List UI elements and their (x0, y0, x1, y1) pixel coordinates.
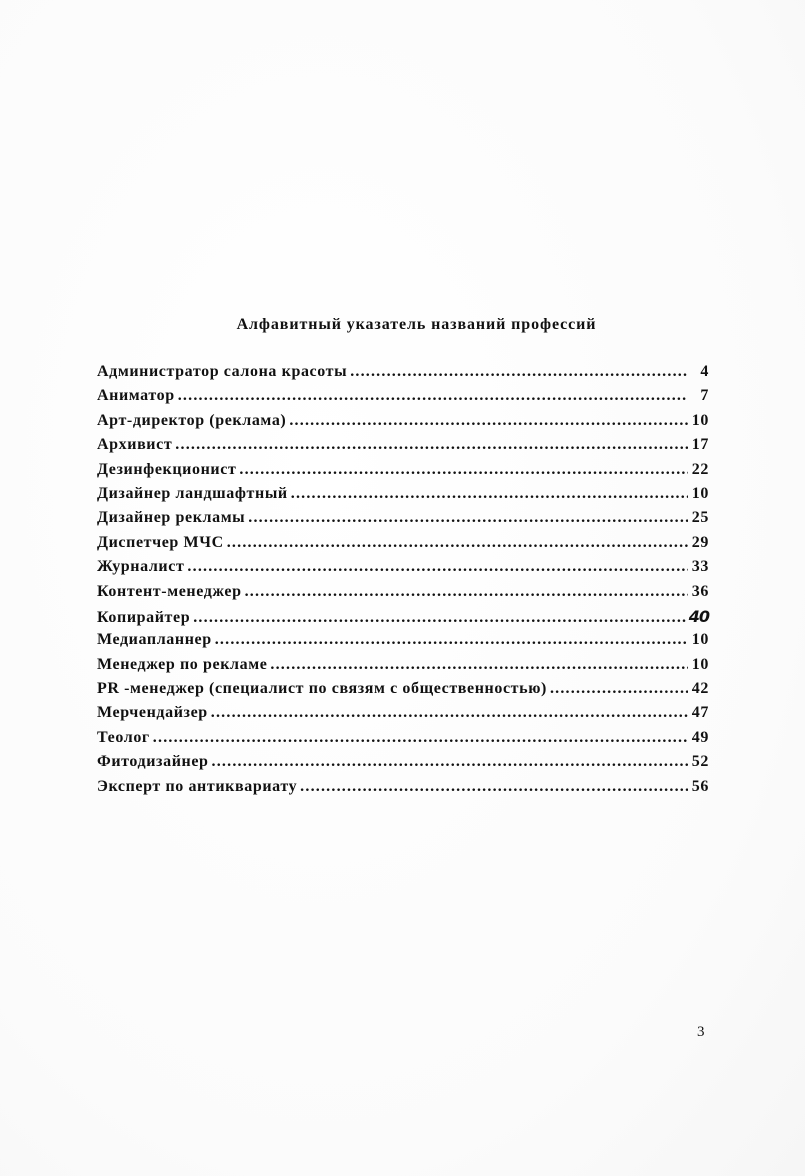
toc-entry (97, 534, 709, 558)
toc-entry (97, 656, 709, 680)
toc-entry-page: 10 (691, 631, 709, 649)
toc-entry-page: 10 (691, 484, 709, 502)
toc-entry-label: Администратор салона красоты (97, 363, 348, 380)
toc-entry-page: 7 (700, 387, 709, 405)
toc-entry-label: Дизайнер ландшафтный (97, 484, 288, 502)
toc-entry (97, 778, 709, 802)
toc-entry-page: 47 (691, 704, 709, 722)
dot-leader (289, 412, 688, 430)
page-number: 3 (697, 1024, 705, 1040)
toc-entry-page: 4 (700, 363, 709, 380)
toc-entry (97, 509, 709, 533)
toc-entry-page: 25 (691, 509, 709, 527)
toc-entry (97, 387, 709, 411)
toc-entry-page: 52 (691, 753, 709, 771)
toc-entry-page: 56 (691, 777, 709, 795)
dot-leader (212, 753, 688, 771)
dot-leader (215, 631, 688, 649)
dot-leader (550, 680, 688, 698)
toc-entry (97, 607, 709, 631)
toc-entry-label: Арт-директор (реклама) (97, 411, 287, 429)
dot-leader (227, 534, 688, 552)
dot-leader (175, 436, 688, 454)
toc-entry (97, 753, 709, 777)
toc-entry-page: 17 (691, 436, 709, 454)
dot-leader (270, 656, 688, 674)
dot-leader (300, 778, 688, 796)
toc-entry (97, 583, 709, 607)
toc-entry (97, 461, 709, 485)
toc-entry-page: 33 (691, 558, 709, 576)
toc-entry-label: Архивист (97, 436, 173, 454)
page-title: Алфавитный указатель названий профессий (236, 316, 597, 333)
dot-leader (178, 387, 688, 405)
toc-entry (97, 436, 709, 460)
dot-leader (350, 363, 688, 381)
dot-leader (248, 509, 688, 527)
toc-entry-page: 22 (691, 460, 709, 478)
toc-entry-label: Медиапланнер (97, 631, 212, 649)
dot-leader (239, 461, 688, 479)
toc-entry-label: Дизайнер рекламы (97, 509, 246, 527)
toc-entry-label: PR -менеджер (специалист по связям с общественностью) (97, 680, 547, 698)
dot-leader (153, 729, 688, 747)
toc-entry-label: Фитодизайнер (97, 753, 209, 771)
toc-entry (97, 704, 709, 728)
dot-leader (187, 558, 688, 576)
dot-leader (245, 583, 688, 601)
toc-entry (97, 485, 709, 509)
toc-entry (97, 412, 709, 436)
toc-entry-label: Журналист (97, 558, 185, 576)
toc-entry-page: 10 (691, 411, 709, 429)
toc-entry-label: Эксперт по антиквариату (97, 777, 298, 795)
toc-entry-page: 10 (691, 655, 709, 673)
toc-entry-page: 36 (691, 582, 709, 600)
toc-entry-label: Теолог (97, 728, 150, 746)
toc-entry (97, 680, 709, 704)
toc-entry-page: 49 (691, 728, 709, 746)
dot-leader (211, 704, 688, 722)
toc-entry-label: Аниматор (97, 387, 175, 405)
toc-entry-page: 29 (691, 533, 709, 551)
dot-leader (193, 609, 686, 627)
toc-entry (97, 363, 709, 387)
toc-entry (97, 631, 709, 655)
toc-entry-label: Менеджер по рекламе (97, 655, 268, 673)
table-of-contents (97, 363, 709, 802)
toc-entry-page: 40 (688, 606, 709, 626)
toc-entry (97, 558, 709, 582)
toc-entry-label: Диспетчер МЧС (97, 533, 224, 551)
toc-entry (97, 729, 709, 753)
toc-entry-label: Мерчендайзер (97, 704, 208, 722)
toc-entry-label: Дезинфекционист (97, 460, 237, 478)
toc-entry-label: Контент-менеджер (97, 582, 242, 600)
toc-entry-label: Копирайтер (97, 608, 191, 626)
toc-entry-page: 42 (691, 680, 709, 698)
dot-leader (291, 485, 688, 503)
